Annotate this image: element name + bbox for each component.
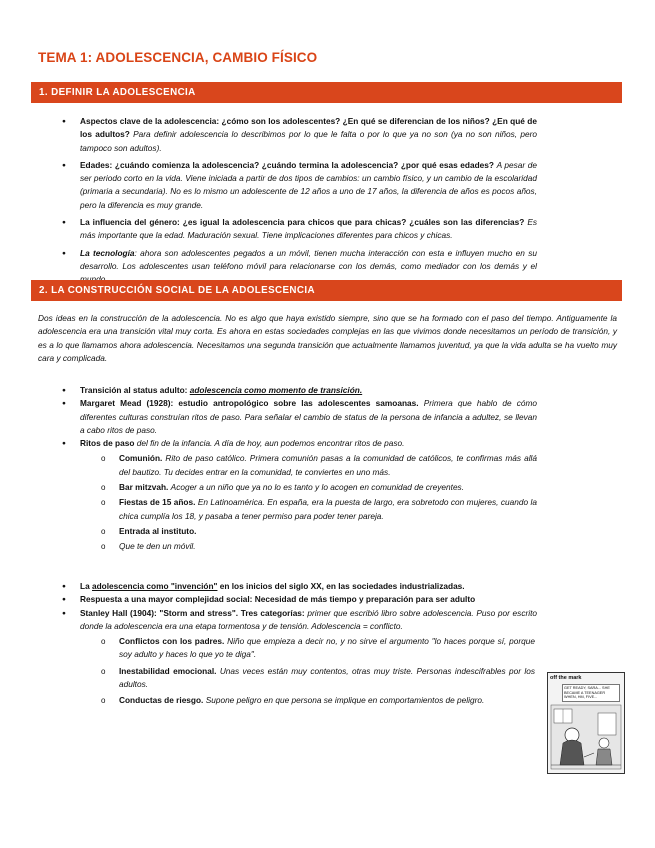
list-item bbox=[0, 580, 537, 593]
underlined-link-text: adolescencia como "invención" bbox=[92, 581, 218, 591]
item-italic: A pesar de ser periodo corto en la vida. Viene iniciada a partir de dos tipos de cambios: un cambio físico, y un cambio de la escolaridad (primaria a secundaria). No es lo mismo un adolescente de 12 años a uno de 17 años, la diferencia de años es pocos años, pero la diferencia es muy grande. bbox=[80, 159, 537, 210]
sub-italic: Unas veces están muy contentos, otras muy triste. Personas indescifrables por los adultos. bbox=[119, 665, 536, 690]
section-heading-construccion: 2. LA CONSTRUCCIÓN SOCIAL DE LA ADOLESCENCIA bbox=[31, 280, 622, 301]
sub-list-item bbox=[100, 635, 535, 662]
comic-caption: GET READY, SARA... SHE BECAME A TEENAGER WHEN, HM, FIVE... bbox=[562, 684, 620, 702]
sub-list-item bbox=[100, 452, 537, 479]
sub-italic: Supone peligro en que persona se implique en comportamientos de peligro. bbox=[205, 695, 485, 706]
underlined-link-text: adolescencia como momento de transición. bbox=[189, 385, 363, 395]
item-italic: Para definir adolescencia lo describimos por lo que le falta o por lo que ya no son (ya no son niños, pero tampoco son adultos). bbox=[80, 129, 537, 153]
list-item bbox=[0, 216, 537, 243]
comic-brand: off the mark bbox=[550, 675, 582, 681]
list-item bbox=[0, 397, 537, 437]
item-italic: Es más importante que la edad. Maduración sexual. Tiene implicaciones diferentes para chicos y chicas. bbox=[80, 217, 537, 241]
sub-italic: Acoger a un niño que ya no lo es tanto y lo acogen en comunidad de creyentes. bbox=[170, 482, 465, 493]
sub-bold: Fiestas de 15 años. bbox=[119, 497, 196, 508]
item-bold: Transición al status adulto: bbox=[80, 385, 188, 395]
sub-italic: Rito de paso católico. Primera comunión pasas a la comunidad de católicos, te confirmas más allá del bautizo. Tu decides entrar en la comunidad, te conviertes en uno más. bbox=[119, 453, 537, 477]
hall-sublist bbox=[80, 635, 535, 707]
comic-drawing bbox=[548, 673, 624, 773]
sub-italic: Niño que empieza a decir no, y no sirve el argumento "lo haces porque sí, porque soy adulto y haces lo que yo te diga". bbox=[119, 636, 536, 660]
item-italic: del fin de la infancia. A día de hoy, aun podemos encontrar ritos de paso. bbox=[136, 438, 405, 449]
list-item bbox=[0, 437, 537, 553]
list-item bbox=[0, 159, 537, 212]
sub-bold: Comunión. bbox=[119, 453, 163, 464]
item-bold: Stanley Hall (1904): "Storm and stress". Tres categorías: bbox=[80, 607, 305, 618]
sub-list-item bbox=[100, 525, 537, 538]
list-item bbox=[0, 384, 537, 397]
item-bold: Ritos de paso bbox=[80, 438, 135, 449]
sub-bold: Bar mitzvah. bbox=[119, 482, 169, 493]
sub-bold: Conflictos con los padres. bbox=[119, 636, 225, 647]
item-bold: Respuesta a una mayor complejidad social: Necesidad de más tiempo y preparación para ser adulto bbox=[80, 594, 476, 605]
intro-paragraph: Dos ideas en la construcción de la adolescencia. No es algo que haya existido siempre, sino que se ha formado con el paso del tiempo. Antiguamente la adolescencia era una transición vital muy corta. Es ahora en estas sociedades complejas en las que vivimos donde necesitamos un período de transición, y es a lo que llamamos ahora adolescencia. Necesitamos una segunda transición que actualmente llamamos juventud, ya que la vida adulta se ha vuelto muy cara y complicada. bbox=[38, 313, 617, 363]
sub-bold: Inestabilidad emocional. bbox=[119, 665, 217, 676]
section2-list-a bbox=[0, 384, 537, 554]
list-item bbox=[0, 115, 537, 155]
item-bold: Aspectos clave de la adolescencia: ¿cómo son los adolescentes? ¿En qué se diferencian de los niños? ¿En qué de los adultos? bbox=[80, 116, 537, 140]
sub-bold: Entrada al instituto. bbox=[119, 525, 197, 536]
item-bold: Margaret Mead (1928): estudio antropológico sobre las adolescentes samoanas. bbox=[80, 398, 419, 409]
item-italic: primer que escribió libro sobre adolescencia. Puso por escrito donde la adolescencia era una etapa tormentosa y de tensión. Adolescencia = conflicto. bbox=[80, 607, 537, 631]
list-item bbox=[0, 607, 537, 708]
item-bold: en los inicios del siglo XX, en las sociedades industrializadas. bbox=[219, 581, 465, 591]
section-heading-definir: 1. DEFINIR LA ADOLESCENCIA bbox=[31, 82, 622, 103]
item-italic: Primera que hablo de cómo diferentes culturas construían ritos de paso. Para señalar el cambio de status de la persona de infancia a adultez, se llevan a cabo ritos de paso. bbox=[80, 398, 537, 435]
sub-list-item bbox=[100, 481, 537, 494]
sub-list-item bbox=[100, 540, 537, 553]
section2-list-b bbox=[0, 580, 537, 708]
sub-list-item bbox=[100, 694, 535, 707]
item-bold: Edades: ¿cuándo comienza la adolescencia? ¿cuándo termina la adolescencia? ¿por qué esas edades? bbox=[80, 159, 494, 170]
item-bold: La tecnología bbox=[80, 247, 135, 258]
sub-italic: En Latinoamérica. En españa, era la puesta de largo, era sobretodo con mujeres, cuando la chica cumplía los 18, y pasaba a tener permiso para poder tener pareja. bbox=[119, 497, 537, 521]
page-title: TEMA 1: ADOLESCENCIA, CAMBIO FÍSICO bbox=[38, 50, 318, 65]
sub-italic: Que te den un móvil. bbox=[119, 541, 196, 552]
item-italic: : ahora son adolescentes pegados a un móvil, tienen mucha interacción con esta e influyen mucho en su desarrollo. Los adolescentes usan teléfono móvil para relacionarse con los demás, como mediador con los demás y el bbox=[80, 247, 537, 271]
item-bold: La bbox=[80, 581, 90, 591]
comic-strip-image bbox=[547, 672, 625, 774]
sub-list-item bbox=[100, 496, 537, 523]
list-item bbox=[0, 593, 537, 606]
ritos-sublist bbox=[80, 452, 537, 553]
section1-list bbox=[0, 115, 537, 287]
item-bold: La influencia del género: ¿es igual la adolescencia para chicos que para chicas? ¿cuáles son las diferencias? bbox=[80, 217, 525, 228]
sub-list-item bbox=[100, 665, 535, 692]
sub-bold: Conductas de riesgo. bbox=[119, 695, 204, 706]
